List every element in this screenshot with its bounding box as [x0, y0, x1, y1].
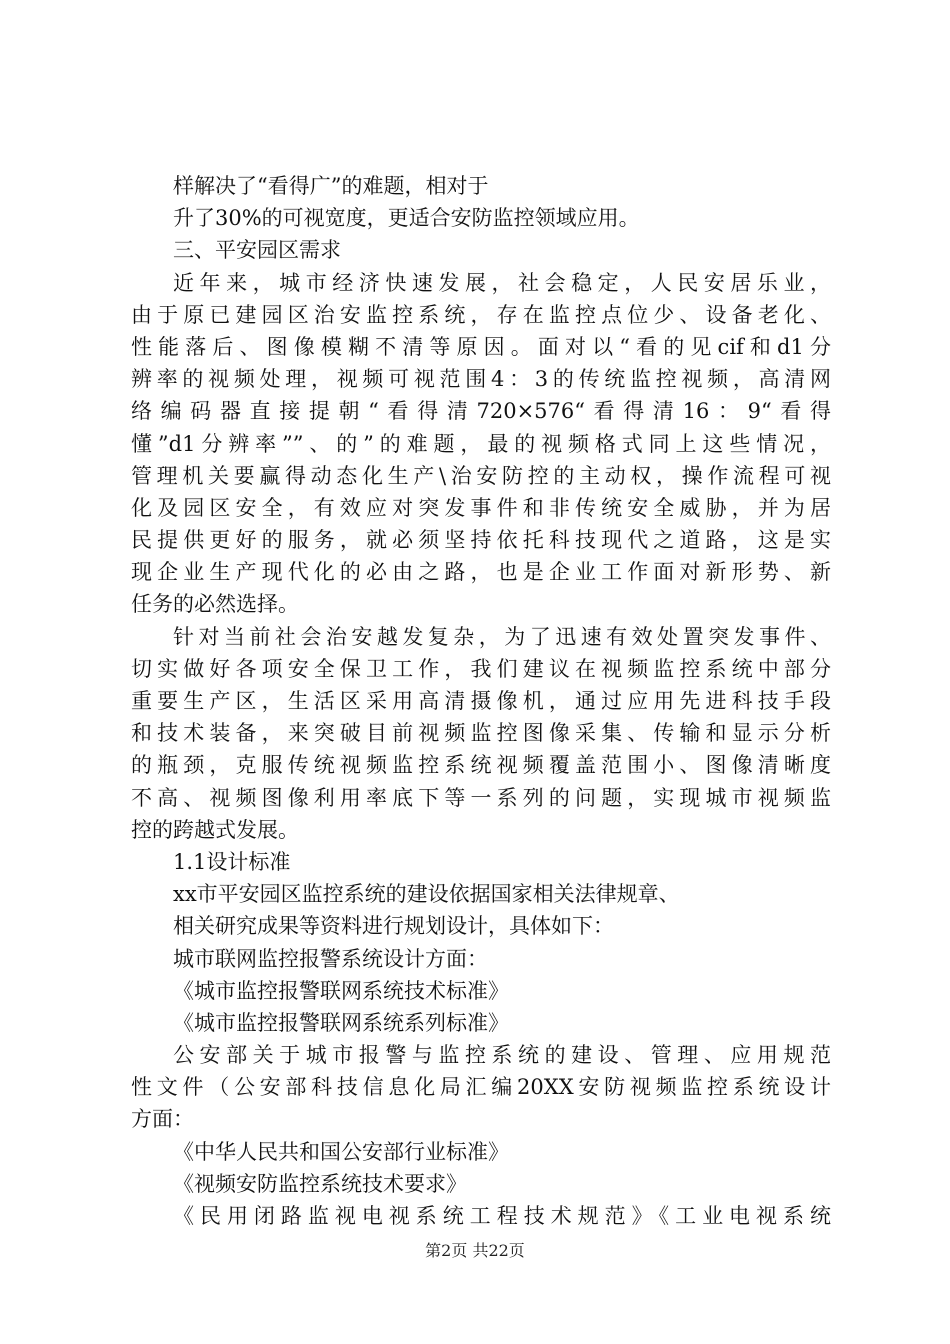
- text-line: 任务的必然选择。: [131, 592, 299, 617]
- text-line: 不高、视频图像利用率底下等一系列的问题，实现城市视频监: [131, 785, 831, 810]
- text-line: 管理机关要赢得动态化生产\治安防控的主动权，操作流程可视: [131, 463, 831, 488]
- text-line: 公安部关于城市报警与监控系统的建设、管理、应用规范: [173, 1043, 831, 1068]
- text-line: 辨率的视频处理，视频可视范围4：3的传统监控视频，高清网: [131, 367, 831, 392]
- text-line: 近年来，城市经济快速发展，社会稳定，人民安居乐业，: [173, 270, 831, 295]
- standard-title: 《中华人民共和国公安部行业标准》: [173, 1139, 509, 1164]
- text-line: 升了30%的可视宽度，更适合安防监控领域应用。: [173, 206, 640, 231]
- text-line: 方面：: [131, 1107, 194, 1132]
- standard-title: 《城市监控报警联网系统技术标准》: [173, 978, 509, 1003]
- text-line: 样解决了“看得广”的难题，相对于: [173, 174, 489, 198]
- text-line: 性文件（公安部科技信息化局汇编20XX安防视频监控系统设计: [131, 1075, 831, 1100]
- section-heading: 1.1设计标准: [173, 849, 291, 874]
- text-line: 和技术装备，来突破目前视频监控图像采集、传输和显示分析: [131, 721, 831, 746]
- page-footer: [0, 1240, 950, 1262]
- text-line: 由于原已建园区治安监控系统，存在监控点位少、设备老化、: [131, 302, 831, 327]
- text-line: 城市联网监控报警系统设计方面：: [173, 946, 488, 971]
- text-line: 切实做好各项安全保卫工作，我们建议在视频监控系统中部分: [131, 656, 831, 681]
- text-line: 针对当前社会治安越发复杂，为了迅速有效处置突发事件、: [173, 624, 831, 649]
- section-heading: 三、平安园区需求: [173, 238, 341, 263]
- page-number: 第2页 共22页: [425, 1241, 525, 1260]
- text-line: 的瓶颈，克服传统视频监控系统视频覆盖范围小、图像清晰度: [131, 753, 831, 778]
- text-line: 民提供更好的服务，就必须坚持依托科技现代之道路，这是实: [131, 528, 831, 553]
- body-text: [131, 170, 831, 1232]
- text-line: 相关研究成果等资料进行规划设计，具体如下：: [173, 914, 614, 939]
- text-line: 重要生产区，生活区采用高清摄像机，通过应用先进科技手段: [131, 689, 831, 713]
- text-line: 现企业生产现代化的必由之路，也是企业工作面对新形势、新: [131, 560, 831, 585]
- standard-title: 《民用闭路监视电视系统工程技术规范》《工业电视系统: [173, 1204, 831, 1228]
- text-line: 化及园区安全，有效应对突发事件和非传统安全威胁，并为居: [131, 495, 831, 520]
- text-line: 络编码器直接提朝“看得清720×576“看得清16：9“看得: [131, 399, 831, 424]
- text-line: 控的跨越式发展。: [131, 817, 299, 842]
- text-line: 懂”d1分辨率””、的”的难题，最的视频格式同上这些情况，: [131, 431, 831, 456]
- text-line: xx市平安园区监控系统的建设依据国家相关法律规章、: [173, 882, 680, 907]
- standard-title: 《城市监控报警联网系统系列标准》: [173, 1010, 509, 1035]
- standard-title: 《视频安防监控系统技术要求》: [173, 1171, 467, 1196]
- text-line: 性能落后、图像模糊不清等原因。面对以“看的见cif和d1分: [131, 334, 831, 359]
